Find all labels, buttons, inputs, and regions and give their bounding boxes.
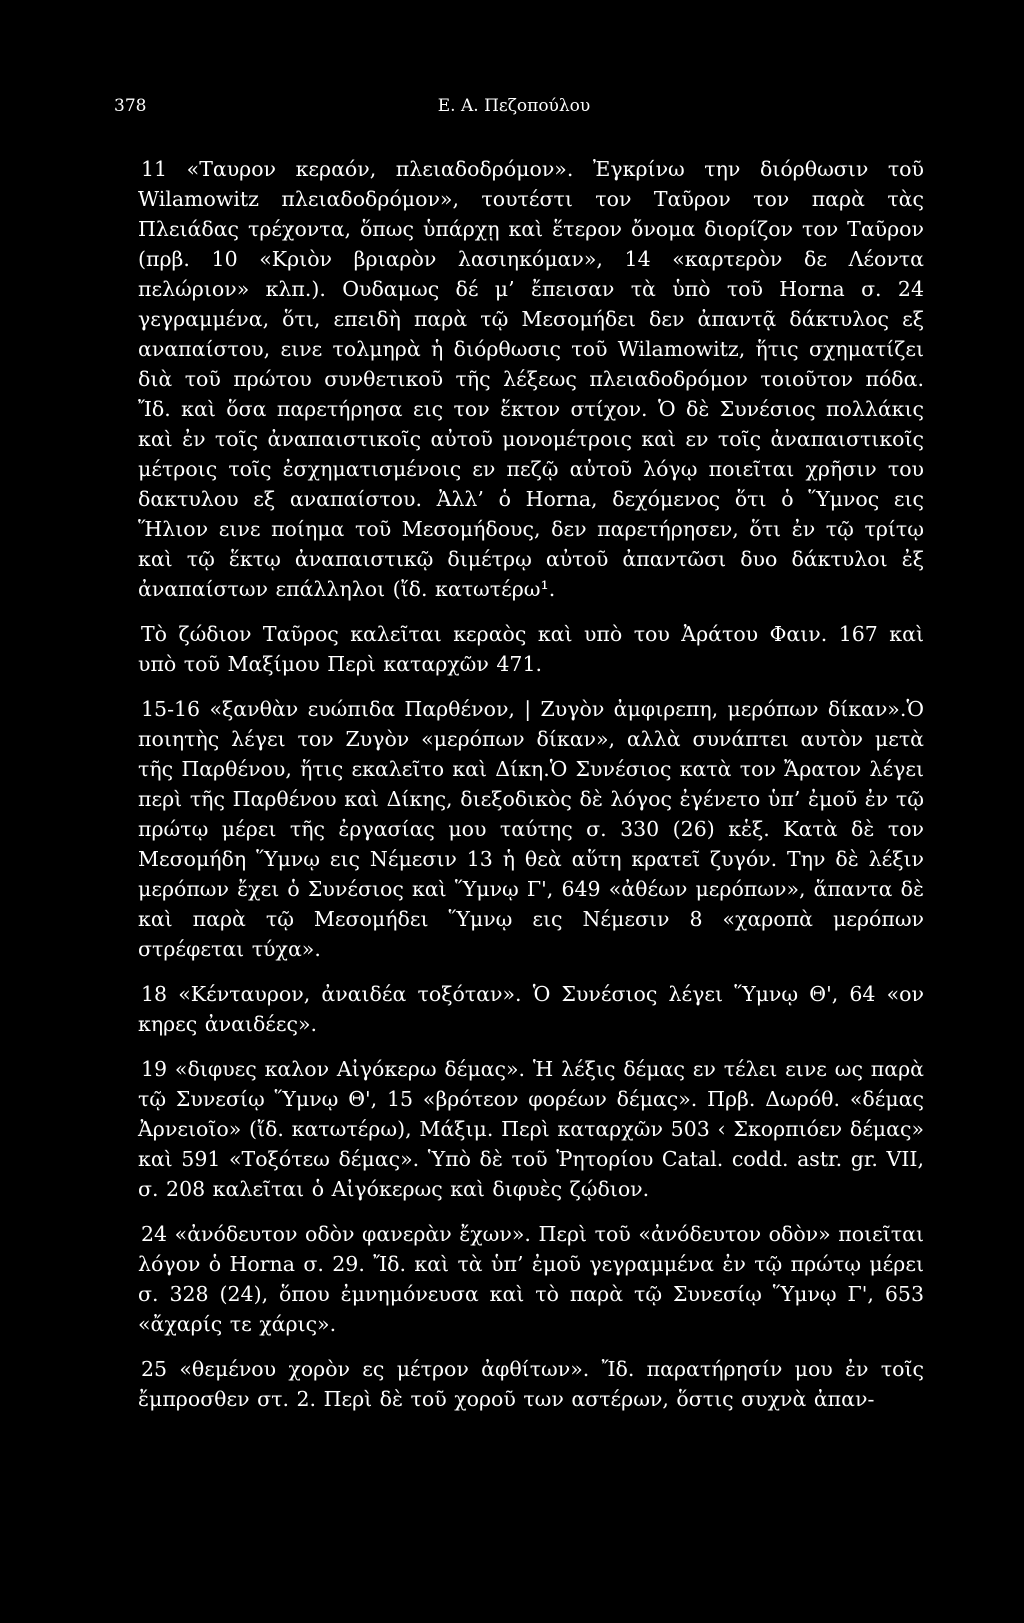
page-header bbox=[114, 96, 914, 126]
body-text bbox=[138, 154, 924, 1414]
paragraph-2: Τὸ ζώδιον Ταῦρος καλεῖται κεραὸς καὶ υπὸ του Ἀράτου Φαιν. 167 καὶ υπὸ τοῦ Μαξίμου Περὶ καταρχῶν 471. bbox=[138, 622, 924, 676]
paragraph-4: 18 «Κένταυρον, ἀναιδέα τοξόταν». Ὁ Συνέσιος λέγει Ὕμνῳ Θ', 64 «ον κηρες ἀναιδέες». bbox=[138, 982, 924, 1036]
paragraph-1: 11 «Ταυρον κεραόν, πλειαδοδρόμον». Ἐγκρίνω την διόρθωσιν τοῦ Wilamowitz πλειαδοδρόμον», τουτέστι τον Ταῦρον τον παρὰ τὰς Πλειάδας τρέχοντα, ὅπως ὑπάρχῃ καὶ ἕτερον ὄνομα διορίζον τον Ταῦρον (πρβ. 10 «Κριὸν βριαρὸν λασιηκόμαν», 14 «καρτερὸν δε Λέοντα πελώριον» κλπ.). Ουδαμως δέ μ’ ἔπεισαν τὰ ὑπὸ τοῦ Horna σ. 24 γεγραμμένα, ὅτι, επειδὴ παρὰ τῷ Μεσομήδει δεν ἀπαντᾷ δάκτυλος εξ αναπαίστου, εινε τολμηρὰ ἡ διόρθωσις τοῦ Wilamowitz, ἥτις σχηματίζει διὰ τοῦ πρώτου συνθετικοῦ τῆς λέξεως πλειαδοδρόμον τοιοῦτον πόδα. Ἴδ. καὶ ὅσα παρετήρησα εις τον ἕκτον στίχον. Ὁ δὲ Συνέσιος πολλάκις καὶ ἐν τοῖς ἀναπαιστικοῖς αὐτοῦ μονομέτροις καὶ εν τοῖς ἀναπαιστικοῖς μέτροις τοῖς ἐσχηματισμένοις εν πεζῷ αὐτοῦ λόγῳ ποιεῖται χρῆσιν του δακτυλου εξ αναπαίστου. Ἀλλ’ ὁ Horna, δεχόμενος ὅτι ὁ Ὕμνος εις Ἥλιον εινε ποίημα τοῦ Μεσομήδους, δεν παρετήρησεν, ὅτι ἐν τῷ τρίτῳ καὶ τῷ ἕκτῳ ἀναπαιστικῷ διμέτρῳ αὐτοῦ ἀπαντῶσι δυο δάκτυλοι ἐξ ἀναπαίστων επάλληλοι (ἴδ. κατωτέρω¹. bbox=[138, 157, 924, 601]
paragraph-6: 24 «ἀνόδευτον οδὸν φανερὰν ἔχων». Περὶ τοῦ «ἀνόδευτον οδὸν» ποιεῖται λόγον ὁ Horna σ. 29. Ἴδ. καὶ τὰ ὑπ’ ἐμοῦ γεγραμμένα ἐν τῷ πρώτῳ μέρει σ. 328 (24), ὅπου ἐμνημόνευσα καὶ τὸ παρὰ τῷ Συνεσίῳ Ὕμνῳ Γ', 653 «ἄχαρίς τε χάρις». bbox=[138, 1222, 924, 1336]
paragraph-7: 25 «θεμένου χορὸν ες μέτρον ἀφθίτων». Ἴδ. παρατήρησίν μου ἐν τοῖς ἔμπροσθεν στ. 2. Περὶ δὲ τοῦ χοροῦ των αστέρων, ὅστις συχνὰ ἀπαν- bbox=[138, 1357, 924, 1411]
paragraph-3: 15-16 «ξανθὰν ευώπιδα Παρθένον, | Ζυγὸν ἀμφιρεπη, μερόπων δίκαν».Ὁ ποιητὴς λέγει τον Ζυγὸν «μερόπων δίκαν», αλλὰ συνάπτει αυτὸν μετὰ τῆς Παρθένου, ἥτις εκαλεῖτο καὶ Δίκη.Ὁ Συνέσιος κατὰ τον Ἄρατον λέγει περὶ τῆς Παρθένου καὶ Δίκης, διεξοδικὸς δὲ λόγος ἐγένετο ὑπ’ ἐμοῦ ἐν τῷ πρώτῳ μέρει τῆς ἐργασίας μου ταύτης σ. 330 (26) κἑξ. Κατὰ δὲ τον Μεσομήδη Ὕμνῳ εις Νέμεσιν 13 ἡ θεὰ αὕτη κρατεῖ ζυγόν. Την δὲ λέξιν μερόπων ἔχει ὁ Συνέσιος καὶ Ὕμνῳ Γ', 649 «ἀθέων μερόπων», ἅπαντα δὲ καὶ παρὰ τῷ Μεσομήδει Ὕμνῳ εις Νέμεσιν 8 «χαροπὰ μερόπων στρέφεται τύχα». bbox=[138, 697, 924, 961]
paragraph-5: 19 «διφυες καλον Αἰγόκερω δέμας». Ἡ λέξις δέμας εν τέλει εινε ως παρὰ τῷ Συνεσίῳ Ὕμνῳ Θ', 15 «βρότεον φορέων δέμας». Πρβ. Δωρόθ. «δέμας Ἀρνειοῖο» (ἴδ. κατωτέρω), Μάξιμ. Περὶ καταρχῶν 503 ‹ Σκορπιόεν δέμας» καὶ 591 «Τοξότεω δέμας». Ὑπὸ δὲ τοῦ Ῥητορίου Catal. codd. astr. gr. VII, σ. 208 καλεῖται ὁ Αἰγόκερως καὶ διφυὲς ζῴδιον. bbox=[138, 1057, 924, 1201]
page-number: 378 bbox=[114, 96, 147, 116]
running-head: Ε. Α. Πεζοπούλου bbox=[437, 96, 591, 116]
